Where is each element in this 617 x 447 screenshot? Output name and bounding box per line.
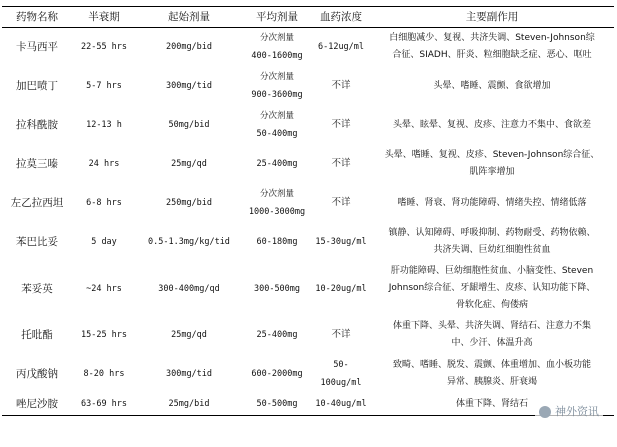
table-row bbox=[2, 28, 614, 67]
avg-dose: 25-400mg bbox=[256, 330, 298, 340]
side-effects-line: Johnson综合征、牙龈增生、皮疹、认知功能下降、 bbox=[388, 283, 596, 293]
avg-dose-line: 分次剂量 bbox=[259, 33, 294, 44]
drug-name: 拉科酰胺 bbox=[16, 119, 58, 131]
start-dose: 50mg/bid bbox=[168, 120, 210, 130]
watermark bbox=[535, 402, 603, 420]
table-row bbox=[2, 184, 614, 223]
concentration: 不详 bbox=[331, 119, 351, 130]
side-effects-line: 肌阵挛增加 bbox=[469, 167, 515, 177]
concentration: 6-12ug/ml bbox=[317, 42, 365, 53]
half-life: 22-55 hrs bbox=[80, 42, 128, 53]
drug-name: 拉莫三嗪 bbox=[16, 158, 58, 170]
concentration: 10-40ug/ml bbox=[312, 394, 370, 416]
start-dose: 300mg/tid bbox=[165, 369, 213, 379]
side-effects bbox=[370, 355, 614, 394]
drug-name: 卡马西平 bbox=[16, 41, 58, 54]
start-dose: 25mg/qd bbox=[171, 330, 207, 340]
concentration: 不详 bbox=[331, 158, 351, 169]
avg-dose bbox=[242, 67, 312, 106]
watermark-text: 神外资讯 bbox=[555, 405, 599, 418]
table-row bbox=[2, 355, 614, 394]
table-row bbox=[2, 262, 614, 316]
avg-dose bbox=[242, 106, 312, 145]
side-effects bbox=[370, 28, 614, 67]
drug-name: 加巴喷丁 bbox=[16, 80, 58, 92]
wechat-icon bbox=[539, 406, 551, 418]
avg-dose-line: 1000-3000mg bbox=[248, 207, 306, 217]
side-effects: 头晕、眩晕、复视、皮疹、注意力不集中、食欲差 bbox=[392, 119, 591, 130]
avg-dose-line: 50-400mg bbox=[256, 129, 298, 139]
avg-dose-line: 400-1600mg bbox=[251, 51, 303, 62]
drug-name: 托吡酯 bbox=[21, 329, 53, 341]
concentration: 10-20ug/ml bbox=[315, 283, 367, 294]
half-life: 12-13 h bbox=[86, 120, 122, 130]
concentration: 15-30ug/ml bbox=[315, 237, 367, 247]
half-life: 24 hrs bbox=[88, 159, 120, 169]
start-dose: 200mg/bid bbox=[165, 42, 213, 53]
side-effects-line: 白细胞减少、复视、共济失调、Steven-Johnson综 bbox=[389, 33, 595, 44]
side-effects-line: 中、少汗、体温升高 bbox=[451, 338, 533, 348]
side-effects-line: 肝功能障碍、巨幼细胞性贫血、小脑变性、Steven bbox=[390, 266, 594, 276]
side-effects-line: 共济失调、巨幼红细胞性贫血 bbox=[433, 245, 551, 255]
table-row bbox=[2, 106, 614, 145]
header-row bbox=[2, 7, 614, 28]
side-effects bbox=[370, 262, 614, 316]
concentration: 不详 bbox=[331, 329, 351, 340]
drug-name: 苯妥英 bbox=[21, 282, 53, 295]
side-effects-line: 合征、SIADH、肝炎、粒细胞缺乏症、恶心、呕吐 bbox=[392, 50, 592, 61]
side-effects: 头晕、嗜睡、震颤、食欲增加 bbox=[433, 80, 551, 91]
half-life: 15-25 hrs bbox=[80, 330, 128, 340]
half-life: 63-69 hrs bbox=[72, 394, 136, 416]
drug-name: 唑尼沙胺 bbox=[2, 394, 72, 416]
start-dose: 250mg/bid bbox=[165, 198, 213, 208]
avg-dose bbox=[242, 28, 312, 67]
avg-dose: 600-2000mg bbox=[251, 369, 303, 379]
half-life: 8-20 hrs bbox=[83, 369, 125, 379]
start-dose: 300mg/tid bbox=[165, 81, 213, 91]
header-side-effects: 主要副作用 bbox=[370, 7, 614, 28]
side-effects-line: 致畸、嗜睡、脱发、震颤、体重增加、血小板功能 bbox=[392, 360, 591, 370]
header-concentration: 血药浓度 bbox=[312, 7, 370, 28]
table-row bbox=[2, 223, 614, 262]
header-drug-name: 药物名称 bbox=[2, 7, 72, 28]
side-effects-line: 异常、胰腺炎、肝衰竭 bbox=[446, 377, 537, 387]
drug-name: 左乙拉西坦 bbox=[10, 197, 64, 209]
avg-dose-line: 900-3600mg bbox=[251, 90, 303, 100]
start-dose: 300-400mg/qd bbox=[158, 283, 220, 294]
table-row bbox=[2, 316, 614, 355]
start-dose: 25mg/qd bbox=[171, 159, 207, 169]
drug-name: 丙戊酸钠 bbox=[16, 368, 58, 380]
start-dose: 0.5-1.3mg/kg/tid bbox=[148, 237, 230, 247]
header-start-dose: 起始剂量 bbox=[136, 7, 242, 28]
concentration: 不详 bbox=[331, 80, 351, 91]
side-effects-line: 头晕、嗜睡、复视、皮疹、Steven-Johnson综合征、 bbox=[384, 150, 600, 160]
avg-dose: 50-500mg bbox=[242, 394, 312, 416]
half-life: ~24 hrs bbox=[86, 283, 122, 294]
drug-table bbox=[2, 6, 614, 416]
table-row bbox=[2, 394, 614, 416]
side-effects-line: 体重下降、头晕、共济失调、肾结石、注意力不集 bbox=[392, 321, 591, 331]
side-effects: 体重下降、肾结石 bbox=[370, 394, 614, 416]
avg-dose-line: 分次剂量 bbox=[259, 72, 294, 82]
side-effects bbox=[370, 145, 614, 184]
half-life: 5 day bbox=[91, 237, 117, 247]
table-row bbox=[2, 145, 614, 184]
avg-dose: 25-400mg bbox=[256, 159, 298, 169]
side-effects bbox=[370, 316, 614, 355]
side-effects-line: 镇静、认知障碍、呼吸抑制、药物耐受、药物依赖、 bbox=[388, 228, 596, 238]
concentration: 50-100ug/ml bbox=[320, 360, 362, 388]
side-effects: 嗜睡、肾衰、肾功能障碍、情绪失控、情绪低落 bbox=[397, 197, 587, 208]
half-life: 6-8 hrs bbox=[86, 198, 122, 208]
header-avg-dose: 平均剂量 bbox=[242, 7, 312, 28]
drug-name: 苯巴比妥 bbox=[16, 236, 58, 248]
start-dose: 25mg/bid bbox=[136, 394, 242, 416]
concentration: 不详 bbox=[331, 197, 351, 208]
side-effects bbox=[370, 223, 614, 262]
side-effects-line: 骨软化症、佝偻病 bbox=[455, 300, 528, 310]
avg-dose-line: 分次剂量 bbox=[259, 111, 294, 121]
avg-dose: 60-180mg bbox=[256, 237, 298, 247]
table-row bbox=[2, 67, 614, 106]
header-half-life: 半衰期 bbox=[72, 7, 136, 28]
avg-dose bbox=[242, 184, 312, 223]
avg-dose: 300-500mg bbox=[253, 283, 301, 294]
avg-dose-line: 分次剂量 bbox=[259, 189, 294, 199]
half-life: 5-7 hrs bbox=[86, 81, 122, 91]
